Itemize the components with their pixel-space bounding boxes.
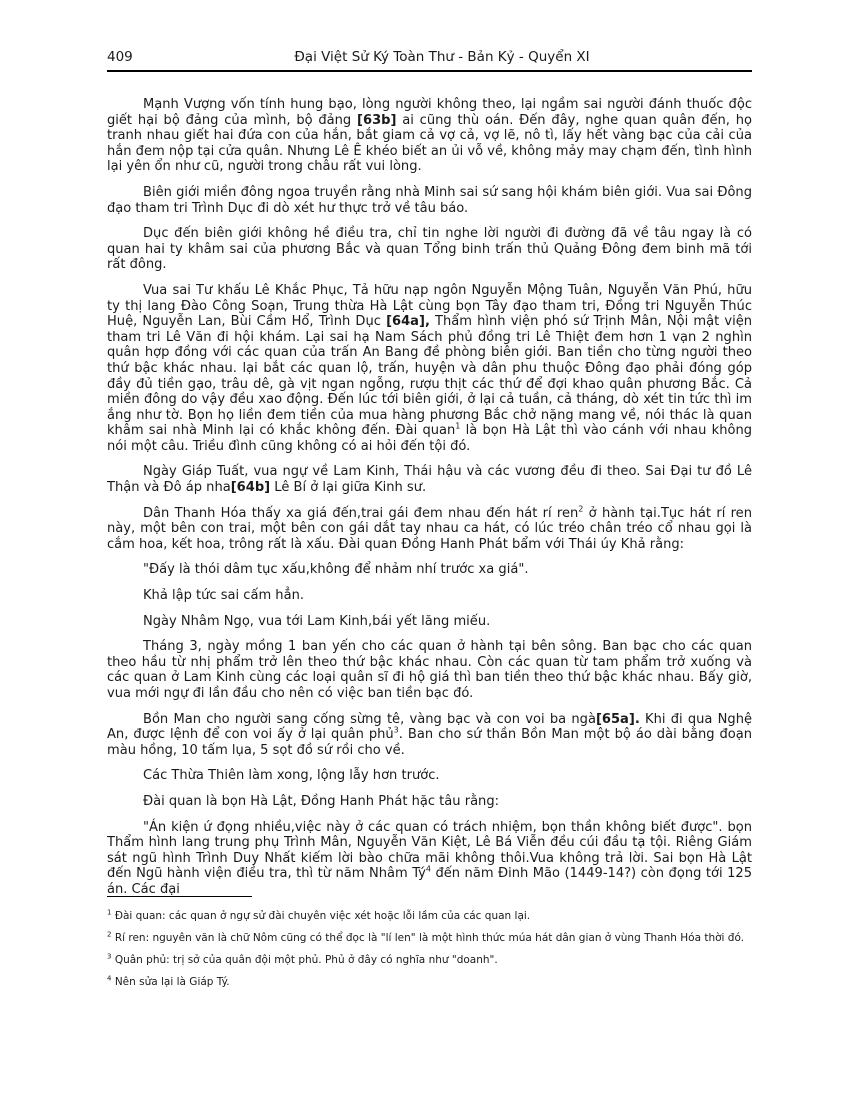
paragraph-8: Khả lập tức sai cấm hẳn. [143, 588, 304, 604]
page-marker: [64b] [230, 480, 271, 496]
footnote-text: Quân phủ: trị sở của quân đội một phủ. Phủ ở đây có nghĩa như "doanh". [114, 954, 498, 966]
paragraph-4 [107, 283, 752, 455]
body-text [107, 97, 752, 908]
page-number: 409 [107, 49, 133, 65]
paragraph-9: Ngày Nhâm Ngọ, vua tới Lam Kinh,bái yết lăng miếu. [143, 613, 491, 629]
footnote-ref[interactable]: 4 [425, 865, 431, 874]
paragraph-text: đến năm Đinh Mão (1449-14?) còn đọng tới 125 án. Các đại [107, 866, 752, 897]
page-header [107, 46, 752, 72]
footnote-3 [107, 954, 752, 966]
paragraph-text: ở hành tại.Tục hát rí ren này, một bên con trai, một bên con gái dắt tay nhau ca hát, có lúc tréo chân tréo cổ nhau gọi là cắm hoa, kết hoa, trông rất là xấu. Đài quan Đồng Hanh Phát bẩm với Thái úy Khả rằng: [107, 505, 752, 552]
footnote-1 [107, 910, 752, 922]
paragraph-14 [107, 820, 752, 898]
footnote-4 [107, 976, 752, 988]
paragraph-text: là bọn Hà Lật thì vào cánh với nhau không nói một câu. Triều đình cũng không có ai hỏi đến tội đó. [107, 423, 753, 454]
footnote-ref[interactable]: 3 [393, 725, 399, 735]
footnote-text: Đài quan: các quan ở ngự sử đài chuyên việc xét hoặc lỗi lầm của các quan lại. [114, 910, 531, 922]
paragraph-5 [107, 464, 752, 495]
footnote-ref[interactable]: 1 [455, 421, 461, 431]
paragraph-text: Dân Thanh Hóa thấy xa giá đến,trai gái đem nhau đến hát rí ren [143, 505, 579, 521]
paragraph-3: Dục đến biên giới không hề điều tra, chỉ tin nghe lời người đi đường đã về tâu ngay là có quan hai ty khâm sai của phương Bắc và quan Tổng binh trấn thủ Quảng Đông đem binh mã tới rất đông. [107, 226, 752, 273]
footnote-text: Rí ren: nguyên văn là chữ Nôm cũng có thể đọc là "lí len" là một hình thức múa hát dân gian ở vùng Thanh Hóa thời đó. [114, 932, 745, 944]
footnote-ref[interactable]: 2 [578, 504, 584, 514]
footnote-2 [107, 932, 752, 944]
paragraph-6 [107, 506, 752, 553]
paragraph-text: Vua sai Tư khấu Lê Khắc Phục, Tả hữu nạp ngôn Nguyễn Mộng Tuân, Nguyễn Văn Phú, hữu ty thị lang Đào Công Soạn, Trung thừa Hà Lật cùng bọn Tây đạo tham tri, Đồng tri Nguyễn Thúc Huệ, Nguyễn Lan, Bùi Cầm Hổ, Trình Dục [107, 282, 752, 330]
running-title: Đại Việt Sử Ký Toàn Thư - Bản Kỷ - Quyển XI [294, 49, 590, 65]
paragraph-text: ai cũng thù oán. Đến đây, nghe quan quân đến, họ tranh nhau giết hai đứa con của hắn, bắt giam cả vợ cả, vợ lẽ, nô tì, lấy hết vàng bạc của cải của hắn đem nộp tại cửa quân. Nhưng Lê Ê khéo biết an ủi vỗ về, không mảy may chạm đến, tình hình lại yên ổn như cũ, người trong châu rất vui lòng. [107, 112, 752, 175]
footnote-number: 3 [107, 952, 112, 961]
footnote-number: 4 [107, 974, 112, 983]
footnote-number: 1 [107, 908, 112, 917]
paragraph-text: Ngày Giáp Tuất, vua ngự về Lam Kinh, Thái hậu và các vương đều đi theo. Sai Đại tư đồ Lê Thận và Đô áp nha [107, 464, 752, 496]
paragraph-2: Biên giới miền đông ngoa truyền rằng nhà Minh sai sứ sang hội khám biên giới. Vua sai Đông đạo tham tri Trình Dục đi dò xét hư thực trở về tâu báo. [107, 184, 752, 216]
footnote-separator [107, 896, 252, 897]
paragraph-text: Bồn Man cho người sang cống sừng tê, vàng bạc và con voi ba ngà [143, 711, 596, 727]
page-marker: [63b] [357, 112, 397, 128]
paragraph-text: Khi đi qua Nghệ An, được lệnh để con voi ấy ở lại quân phủ [107, 711, 752, 743]
paragraph-1 [107, 97, 752, 175]
paragraph-10: Tháng 3, ngày mồng 1 ban yến cho các quan ở hành tại bên sông. Ban bạc cho các quan theo hầu từ nhị phẩm trở lên theo thứ bậc khác nhau. Còn các quan từ tam phẩm trở xuống và các quan ở Lam Kinh cùng các loại quân sĩ đi hộ giá thì ban tiền theo thứ bậc khác nhau. Bấy giờ, vua mới ngự đi lần đầu cho nên có việc ban tiền bạc đó. [107, 639, 752, 701]
paragraph-text: Lê Bí ở lại giữa Kinh sư. [270, 480, 427, 496]
paragraph-11 [107, 712, 752, 759]
page-marker: [65a]. [595, 711, 640, 727]
page-marker: [64a], [386, 314, 430, 330]
paragraph-text: Mạnh Vượng vốn tính hung bạo, lòng người không theo, lại ngầm sai người đánh thuốc độc giết hại bộ đảng của mình, bộ đảng [107, 97, 752, 128]
paragraph-text: Thẩm hình viện phó sứ Trịnh Mân, Nội mật viện tham tri Lê Văn đi hội khám. Lại sai hạ Nam Sách phủ đồng tri Lê Thiệt đem hơn 1 vạn 2 nghìn quân hợp đồng với các quan của trấn An Bang đề phòng biên giới. Ban tiền cho từng người theo thứ bậc khác nhau. lại bắt các quan lộ, trấn, huyện và dân phu thuộc Đông đạo phải đóng góp đầy đủ tiền gạo, trâu dê, gà vịt ngan ngỗng, rượu thịt các thứ để đợi khao quân phương Bắc. Cả miền đông do vậy đều xao động. Đến lúc tới biên giới, ở lại cả tuần, cả tháng, dò xét tin tức thì im ắng như tờ. Bọn họ liền đem tiền của mua hàng phương Bắc chở nặng mang về, nói thác là quan khâm sai nhà Minh lại có khắc không đến. Đài quan [107, 314, 752, 439]
paragraph-12: Các Thừa Thiên làm xong, lộng lẫy hơn trước. [143, 768, 440, 784]
footnote-text: Nên sửa lại là Giáp Tý. [114, 976, 230, 988]
footnotes [107, 910, 752, 998]
paragraph-13: Đài quan là bọn Hà Lật, Đồng Hanh Phát hặc tâu rằng: [143, 793, 500, 809]
paragraph-text: . Ban cho sứ thần Bồn Man một bộ áo dài bằng đoạn màu hồng, 10 tấm lụa, 5 sọt đồ sứ rồi cho về. [107, 727, 753, 758]
footnote-number: 2 [107, 930, 112, 939]
paragraph-text: "Án kiện ứ đọng nhiều,việc này ở các quan có trách nhiệm, bọn thần không biết được". bọn Thẩm hình lang trung phụ Trình Mân, Nguyễn Văn Kiệt, Lê Bá Viễn đều cúi đầu tạ tội. Riêng Giám sát ngũ hình Trình Duy Nhất kiếm lời bào chữa mãi không thôi.Vua không trả lời. Sai bọn Hà Lật đến Ngũ hành viện điều tra, thì từ năm Nhâm Tý [107, 819, 752, 882]
paragraph-7: "Đấy là thói dâm tục xấu,không để nhảm nhí trước xa giá". [143, 562, 529, 578]
